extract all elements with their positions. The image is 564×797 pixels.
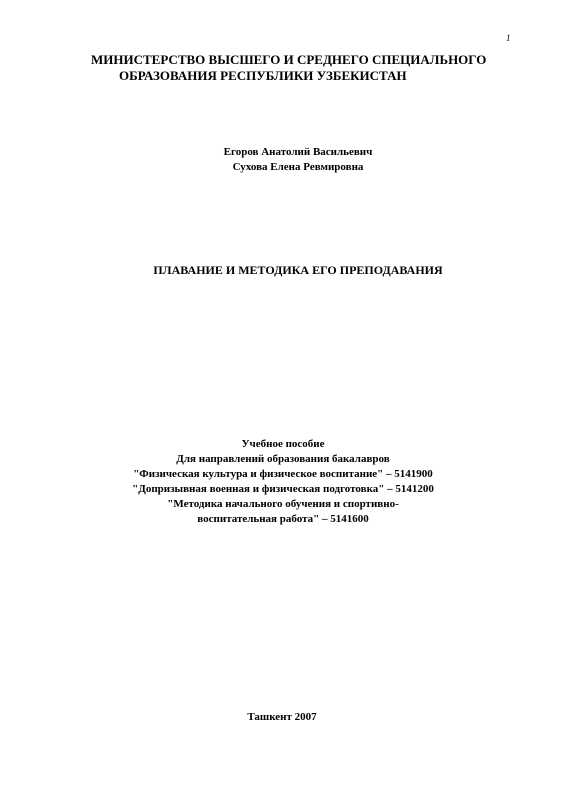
author-1: Егоров Анатолий Васильевич — [223, 146, 373, 158]
ministry-header — [91, 52, 511, 84]
page-number: 1 — [506, 33, 511, 43]
authors-block — [0, 145, 564, 175]
city-year: Ташкент 2007 — [247, 711, 317, 723]
ministry-line-2: ОБРАЗОВАНИЯ РЕСПУБЛИКИ УЗБЕКИСТАН — [119, 68, 407, 83]
book-title: ПЛАВАНИЕ И МЕТОДИКА ЕГО ПРЕПОДАВАНИЯ — [153, 263, 443, 277]
details-line-5: "Методика начального обучения и спортивно- — [167, 498, 399, 510]
details-line-2: Для направлений образования бакалавров — [176, 453, 390, 465]
publication-details — [0, 437, 564, 527]
author-2: Сухова Елена Ревмировна — [232, 161, 364, 173]
details-line-4: "Допризывная военная и физическая подготовка" – 5141200 — [132, 483, 434, 495]
publication-type: Учебное пособие — [241, 438, 325, 450]
details-line-6: воспитательная работа" – 5141600 — [197, 513, 369, 525]
ministry-line-1: МИНИСТЕРСТВО ВЫСШЕГО И СРЕДНЕГО СПЕЦИАЛЬНОГО — [91, 52, 487, 67]
details-line-3: "Физическая культура и физическое воспитание" – 5141900 — [133, 468, 433, 480]
